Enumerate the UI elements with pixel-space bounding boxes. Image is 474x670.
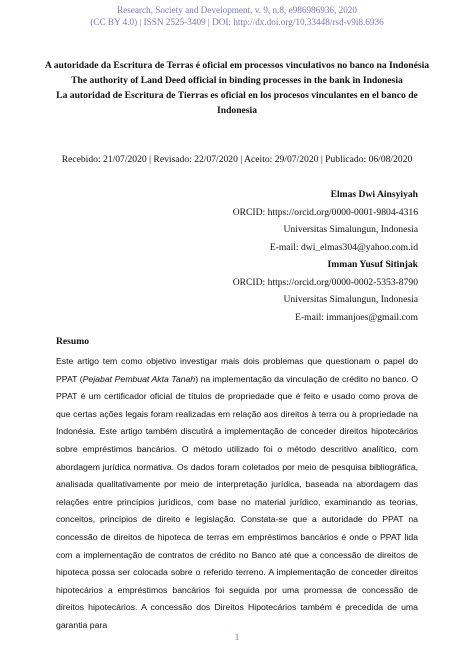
author-orcid[interactable]: ORCID: https://orcid.org/0000-0002-5353-8790 [232,276,418,288]
abstract-heading: Resumo [56,336,90,347]
abstract-text-rest: ) na implementação da vinculação de crédito no banco. O PPAT é um certificador oficial de títulos de propriedade que é feito e usado como prova de que certas ações legais foram realizadas em relação aos direitos à terra ou à propriedade na Indonésia. Este artigo também discutirá a implementação de conceder direitos hipotecários sobre empréstimos bancários. O método utilizado foi o método descritivo analítico, com abordagem jurídica normativa. Os dados foram coletados por meio de pesquisa bibliográfica, analisada qualitativamente por meio de interpretação jurídica, baseada na abordagem das relações entre princípios jurídicos, com base no material jurídico, examinando as teorias, conceitos, princípios de direito e legislação. Constata-se que a autoridade do PPAT na concessão de direitos de hipoteca de terras em empréstimos bancários é onde o PPAT lida com a implementação de contratos de crédito no Banco até que a concessão de direitos de hipoteca possa ser colocada sobre o referido terreno. A implementação de conceder direitos hipotecários a empréstimos bancários foi seguida por uma promessa de concessão de direitos hipotecários. A concessão dos Direitos Hipotecários também é precedida de uma garantia para [56,373,418,630]
author-orcid[interactable]: ORCID: https://orcid.org/0000-0001-9804-4316 [232,206,418,218]
journal-license-doi: (CC BY 4.0) | ISSN 2525-3409 | DOI: http://dx.doi.org/10.33448/rsd-v9i8.6936 [90,17,384,27]
abstract-text-start: Este artigo tem como objetivo investigar mais dois problemas que questionam o papel do PPAT ( [56,356,418,384]
title-portuguese: A autoridade da Escritura de Terras é oficial em processos vinculativos no banco na Indonésia [44,60,430,71]
title-english: The authority of Land Deed official in binding processes in the bank in Indonesia [71,75,403,86]
page-number: 1 [234,632,240,643]
author-affiliation: Universitas Simalungun, Indonesia [283,294,418,305]
title-spanish: La autoridad de Escritura de Tierras es oficial en los procesos vinculantes en el banco de Indonesia [56,90,418,116]
author-email[interactable]: E-mail: immanjoes@gmail.com [295,311,418,323]
abstract-italic-term: Pejabat Pembuat Akta Tanah [82,373,196,384]
author-block [98,186,418,326]
author-entry [98,186,418,256]
author-affiliation: Universitas Simalungun, Indonesia [283,224,418,235]
journal-header [0,4,474,28]
author-name: Imman Yusuf Sitinjak [327,259,418,270]
title-block [40,58,434,118]
abstract-body [56,353,418,635]
submission-dates: Recebido: 21/07/2020 | Revisado: 22/07/2020 | Aceito: 29/07/2020 | Publicado: 06/08/2020 [61,154,413,165]
author-entry [98,256,418,326]
journal-citation: Research, Society and Development, v. 9, n.8, e986986936, 2020 [116,5,357,15]
author-email[interactable]: E-mail: dwi_elmas304@yahoo.com.id [269,241,418,253]
abstract-section [56,336,418,635]
author-name: Elmas Dwi Ainsyiyah [330,189,418,200]
